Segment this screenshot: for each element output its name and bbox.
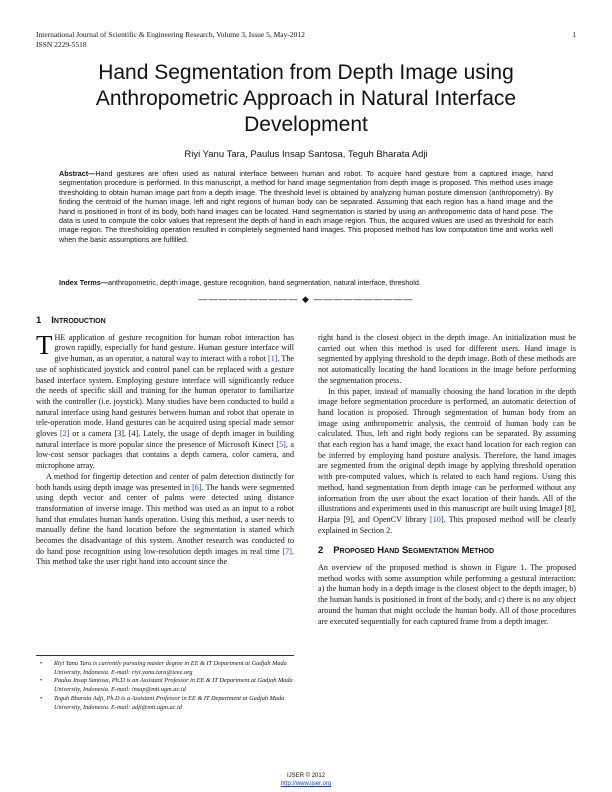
section-heading-2: [318, 546, 576, 557]
citation-link[interactable]: [6]: [192, 482, 202, 492]
footnote-text: Riyi Yanu Tara is currently pursuing master degree in EE & IT Department at Gadjah Mada University, Indonesia. E-mail: riyi.yanu.tara@ieee.org: [54, 660, 287, 676]
bullet-icon: •: [40, 677, 43, 685]
citation-link[interactable]: [2]: [59, 429, 70, 439]
drop-cap: T: [36, 329, 53, 360]
section-title: Introduction: [51, 315, 106, 326]
footnotes: [40, 660, 294, 712]
footnote-item: [40, 660, 294, 677]
text-run: . This method take the user right hand into account since the: [36, 546, 294, 567]
text-run: , a low-cost sensor packages that contains a depth camera, color camera, and microphone array.: [36, 439, 295, 471]
intro-paragraph-2: [36, 472, 294, 568]
footnote-item: [40, 695, 294, 712]
index-terms-text: anthropometric, depth image, gesture recognition, hand segmentation, natural interface, threshold.: [108, 278, 421, 287]
footnote-text: Paulus Insap Santosa, Ph.D is an Assistant Professor in EE & IT Department at Gadjah Mada University, Indonesia. E-mail: insap@mti.ugm.ac.id: [54, 677, 293, 694]
bullet-icon: •: [40, 660, 43, 667]
text-run: A method for fingertip detection and center of palm detection distinctly for both hands using depth image was presented in: [36, 471, 294, 492]
section-title: Proposed Hand Segmentation Method: [333, 545, 495, 557]
index-terms-label: Index Terms—: [59, 278, 108, 287]
bullet-icon: •: [40, 694, 43, 702]
issn-line: ISSN 2229-5518: [36, 40, 87, 49]
citation-link[interactable]: [1]: [268, 354, 278, 364]
copyright: IJSER © 2012: [286, 773, 326, 779]
page-number: 1: [572, 30, 576, 39]
journal-url-link[interactable]: http://www.ijser.org: [280, 781, 332, 787]
intro-paragraph-4: [318, 387, 576, 537]
abstract: [59, 169, 553, 244]
citation-link[interactable]: [5]: [276, 439, 286, 449]
page-footer: [36, 772, 576, 788]
section-number: 2: [318, 545, 324, 557]
paper-title: Hand Segmentation from Depth Image using Anthropometric Approach in Natural Interface Development: [95, 61, 517, 136]
text-run: HE application of gesture recognition for human robot interaction has grown rapidly, especially for hand gesture. Human gesture interface will give human, as an operator, a natural way to interact with a robot: [54, 332, 294, 364]
journal-line: International Journal of Scientific & Engineering Research, Volume 3, Issue 5, May-2012: [36, 30, 305, 39]
authors: Riyi Yanu Tara, Paulus Insap Santosa, Teguh Bharata Adji: [184, 149, 428, 160]
text-run: In this paper, instead of manually choosing the hand location in the depth image before segmentation procedure is performed, an automatic detection of hand location is proposed. Through segmentation of human body from an image using anthropometric analysis, the centroid of human body can be calculated. Thus, left and right body regions can be separated. By assuming that each region has a hand image, the exact hand location for each region can be inferred by employing hand posture analysis. Therefore, the hand images are segmented from the original depth image by applying threshold operation with pre-computed values, which is related to each hand regions. Using this method, hand segmentation from depth image can be performed without any information from the user about the exact location of their hands. All of the illustrations and experiments used in this manuscript are built using ImageJ [8], Harpia [9], and OpenCV library: [318, 386, 576, 524]
footnote-text: Teguh Bharata Adji, Ph.D is a Assistant Professor in EE & IT Department at Gadjah Mada University, Indonesia. E-mail: adji@mti.ugm.ac.id: [54, 694, 285, 711]
text-run: or a camera [3], [4]. Lately, the usage of depth imager in building natural interface is more popular since the presence of Microsoft Kinect: [36, 429, 294, 449]
intro-paragraph-1: [36, 329, 295, 472]
text-run: . The hands were segmented using depth vector and center of palms were detected using distance transformation of inverse image. This method was used as an input to a robot hand that emulates human hands operation. Using this method, a user needs to manually define the hand location before the segmentation is started which becomes the disadvantage of this system. Another research was conducted to do hand pose recognition using low-resolution depth images in real time: [36, 482, 294, 556]
section-divider: —————————— ◆ ——————————: [198, 294, 414, 304]
text-run: . This proposed method will be clearly explained in Section 2.: [318, 514, 576, 535]
abstract-text: Hand gestures are often used as natural interface between human and robot. To acquire hand gesture from a captured image, hand segmentation procedure is performed. In this manuscript, a method for hand image segmentation from depth image is proposed. This method uses image thresholding to obtain human image part from a depth image. The threshold level is obtained by analyzing human posture dimension (anthropometry). By finding the centroid of the human image, left and right regions of human body can be separated. Assuming that each region has a hand image and the hand is positioned in front of its body, both hand images can be located. Hand segmentation is started by using an anthropometric data of hand pose. The data is used to compute the color values that represent the depth of hand in each image region. Thus, the acquired values are used as threshold for each image region. The thresholding operation resulted in completely segmented hand images. This proposed method has low computation time and works well when the basic assumptions are fulfilled.: [59, 169, 553, 244]
text-run: . The use of sophisticated joystick and control panel can be replaced with a gesture based interface system. Employing gesture interface will significantly reduce the needs of specific skill and training for the human operator to familiarize with the controller (i.e. joystick). Many studies have been conducted to build a natural interface using hand gestures between human and robot that operate in tele-operation mode. Hand gestures can be acquired using special made sensor gloves: [36, 354, 294, 439]
method-paragraph-1: An overview of the proposed method is shown in Figure 1. The proposed method works with some assumption while performing a gestural interaction: a) the human body in a depth image is the closest object to the depth imager, b) the human hands is positioned in front of the body, and c) there is no any object around the human that might occlude the human body. All of those procedures are executed sequentially for each captured frame from a depth imager.: [318, 563, 576, 626]
section-heading-1: [36, 316, 294, 327]
left-column: [36, 316, 294, 568]
running-header: [36, 30, 576, 50]
footnote-rule: [36, 655, 294, 656]
footnote-item: [40, 677, 294, 694]
intro-paragraph-3: right hand is the closest object in the depth image. An initialization must be carried out when this method is used for different users. Hand image is segmented by applying threshold to the depth image. Both of these methods are not automatically locating the hand locations in the image before performing the segmentation process.: [318, 333, 576, 385]
index-terms: [59, 278, 553, 287]
section-number: 1: [36, 315, 42, 326]
citation-link[interactable]: [7]: [282, 546, 292, 556]
abstract-label: Abstract—: [59, 169, 96, 178]
right-column: [318, 333, 576, 627]
citation-link[interactable]: [10]: [430, 514, 444, 524]
